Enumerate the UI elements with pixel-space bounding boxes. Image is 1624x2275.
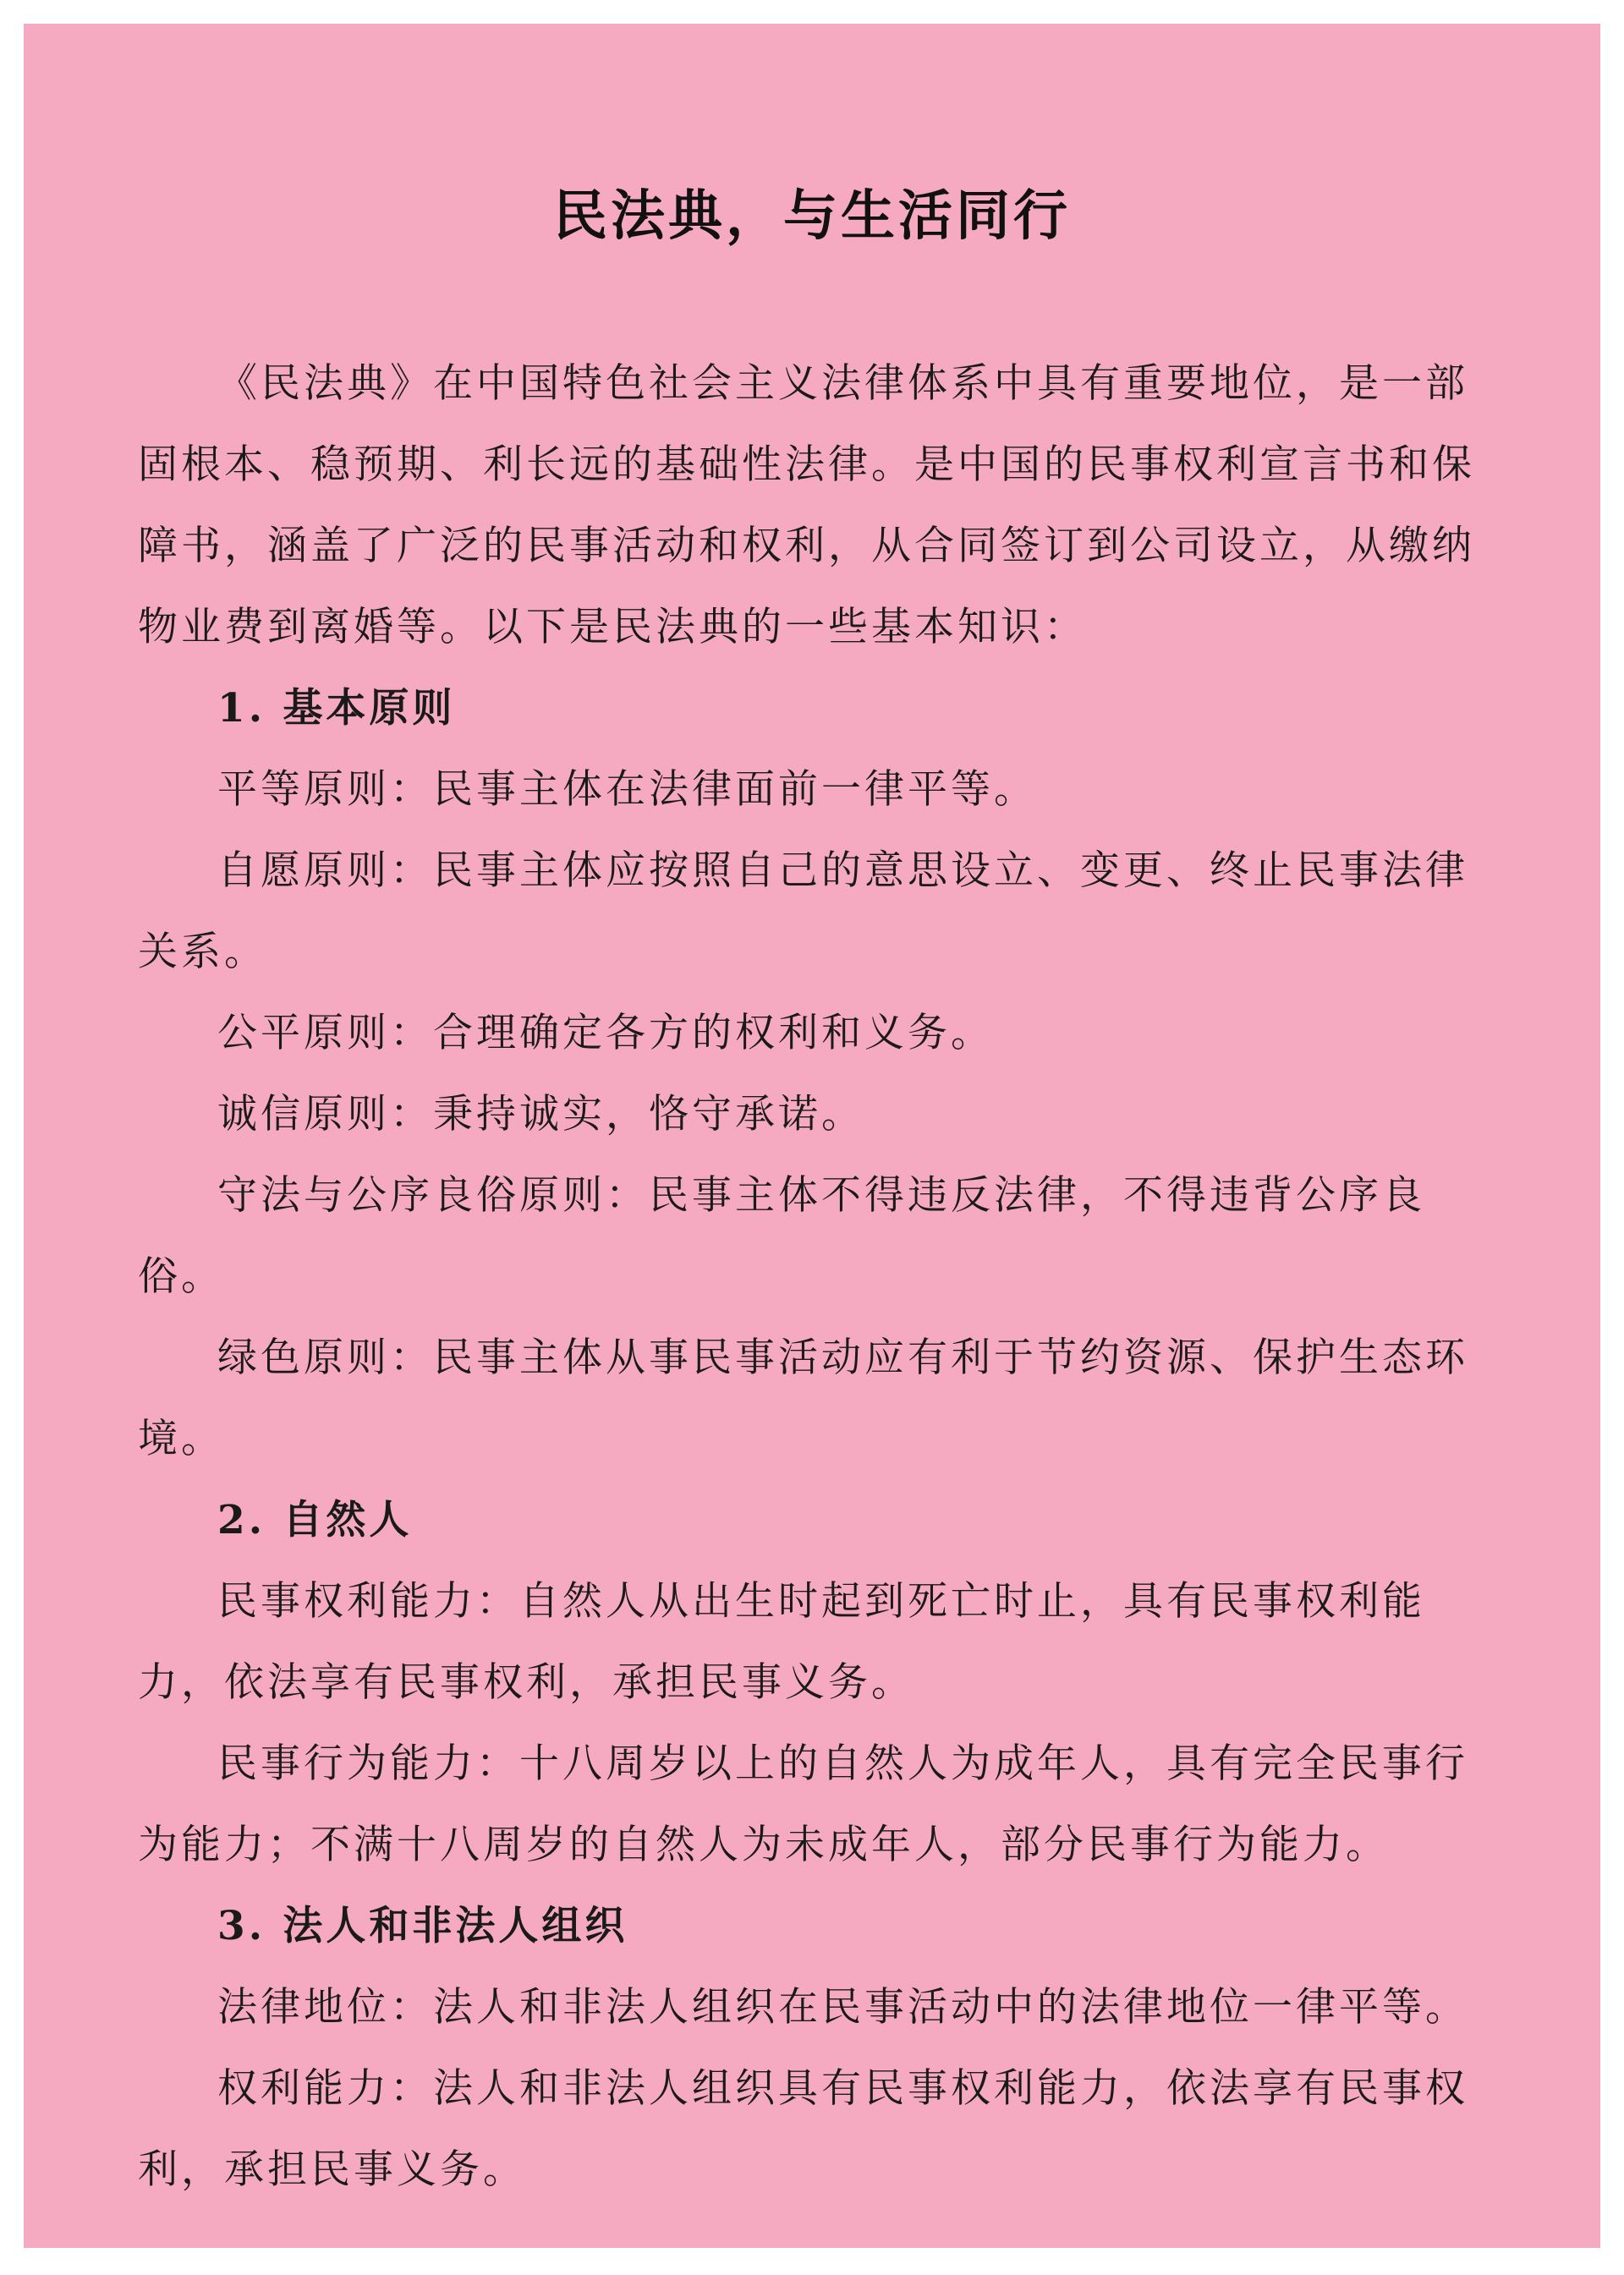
section-heading-natural-persons: 2. 自然人: [217, 1497, 413, 1543]
capacity-civil-rights: 民事权利能力：自然人从出生时起到死亡时止，具有民事权利能力，依法享有民事权利，承担民事义务。: [138, 1578, 1425, 1706]
rights-capacity: 权利能力：法人和非法人组织具有民事权利能力，依法享有民事权利，承担民事义务。: [138, 2065, 1468, 2193]
intro-paragraph: 《民法典》在中国特色社会主义法律体系中具有重要地位，是一部固根本、稳预期、利长远的基础性法律。是中国的民事权利宣言书和保障书，涵盖了广泛的民事活动和权利，从合同签订到公司设立，从缴纳物业费到离婚等。以下是民法典的一些基本知识：: [138, 360, 1475, 650]
capacity-civil-conduct: 民事行为能力：十八周岁以上的自然人为成年人，具有完全民事行为能力；不满十八周岁的自然人为未成年人，部分民事行为能力。: [138, 1741, 1468, 1868]
document-title: 民法典，与生活同行: [553, 184, 1071, 248]
principle-fairness: 公平原则：合理确定各方的权利和义务。: [217, 1010, 994, 1056]
principle-equality: 平等原则：民事主体在法律面前一律平等。: [217, 766, 1037, 813]
principle-voluntariness: 自愿原则：民事主体应按照自己的意思设立、变更、终止民事法律关系。: [138, 847, 1468, 975]
legal-status: 法律地位：法人和非法人组织在民事活动中的法律地位一律平等。: [217, 1984, 1468, 2031]
principle-green: 绿色原则：民事主体从事民事活动应有利于节约资源、保护生态环境。: [138, 1335, 1468, 1462]
document-page: [24, 24, 1600, 2248]
document-body: [138, 343, 1508, 2211]
principle-public-order: 守法与公序良俗原则：民事主体不得违反法律，不得违背公序良俗。: [138, 1172, 1425, 1300]
section-heading-basic-principles: 1. 基本原则: [217, 685, 456, 732]
principle-good-faith: 诚信原则：秉持诚实，恪守承诺。: [217, 1091, 864, 1138]
section-heading-legal-persons: 3. 法人和非法人组织: [217, 1903, 628, 1949]
